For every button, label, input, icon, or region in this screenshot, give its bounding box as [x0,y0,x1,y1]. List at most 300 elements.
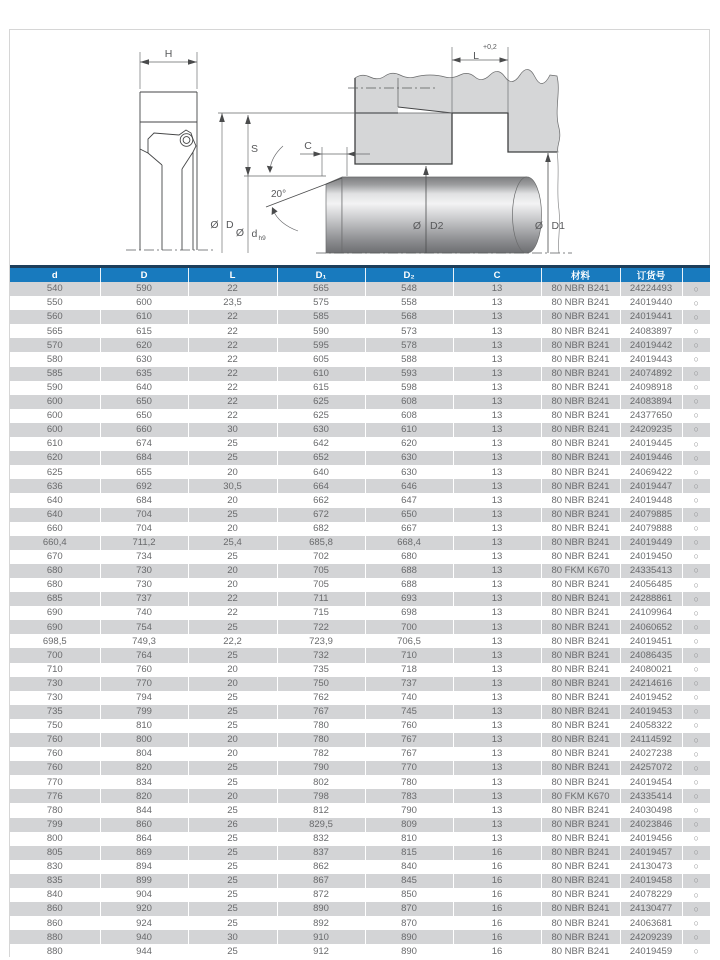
dia-d-label: d [251,228,258,240]
cell-D: 820 [100,761,188,775]
cell-order-no: 24209235 [620,423,682,437]
cell-C: 13 [453,437,541,451]
cell-order-no: 24056485 [620,578,682,592]
cell-C: 13 [453,775,541,789]
cell-D1: 892 [277,916,365,930]
cell-D2: 770 [365,761,453,775]
cell-D: 610 [100,310,188,324]
cell-order-no: 24019458 [620,874,682,888]
table-row [10,423,710,437]
cell-d: 540 [10,282,100,296]
availability-marker: ○ [693,297,699,308]
availability-marker: ○ [693,509,699,520]
cell-order-no: 24079885 [620,508,682,522]
cell-D1: 862 [277,860,365,874]
cell-C: 16 [453,930,541,944]
cell-material: 80 NBR B241 [541,761,620,775]
cell-D2: 548 [365,282,453,296]
cell-D1: 662 [277,493,365,507]
cell-L: 20 [188,493,277,507]
availability-marker: ○ [693,678,699,689]
cell-order-no: 24098918 [620,381,682,395]
cell-D: 820 [100,789,188,803]
cell-D1: 762 [277,691,365,705]
cell-C: 13 [453,367,541,381]
cell-d: 636 [10,479,100,493]
column-header-D1: D₁ [277,268,365,282]
availability-marker: ○ [693,706,699,717]
cell-order-no: 24019445 [620,437,682,451]
availability-marker: ○ [693,664,699,675]
cell-d: 640 [10,508,100,522]
availability-marker: ○ [693,551,699,562]
cell-D2: 815 [365,846,453,860]
cell-D1: 912 [277,944,365,958]
availability-marker: ○ [693,889,699,900]
table-row [10,508,710,522]
cell-D1: 605 [277,352,365,366]
dimension-table [10,265,710,959]
cell-L: 20 [188,677,277,691]
table-row [10,944,710,958]
table-row [10,409,710,423]
cell-C: 13 [453,423,541,437]
availability-marker: ○ [693,354,699,365]
cell-D1: 910 [277,930,365,944]
cell-D: 684 [100,451,188,465]
cell-C: 13 [453,606,541,620]
cell-d: 860 [10,902,100,916]
cell-d: 660 [10,522,100,536]
cell-D: 894 [100,860,188,874]
cell-order-no: 24063681 [620,916,682,930]
table-row [10,888,710,902]
cell-order-no: 24019454 [620,775,682,789]
availability-marker: ○ [693,833,699,844]
availability-marker: ○ [693,945,699,956]
availability-marker: ○ [693,875,699,886]
cell-D2: 568 [365,310,453,324]
cell-D2: 647 [365,493,453,507]
table-row [10,282,710,296]
cell-C: 13 [453,818,541,832]
cell-L: 25 [188,437,277,451]
availability-marker: ○ [693,339,699,350]
break-line [557,152,560,253]
cell-C: 13 [453,564,541,578]
cell-C: 13 [453,691,541,705]
column-header-material: 材料 [541,268,620,282]
cell-D1: 642 [277,437,365,451]
cell-material: 80 NBR B241 [541,705,620,719]
cell-L: 20 [188,663,277,677]
cell-material: 80 NBR B241 [541,352,620,366]
cell-D1: 735 [277,663,365,677]
cell-material: 80 NBR B241 [541,620,620,634]
table-row [10,860,710,874]
cell-material: 80 NBR B241 [541,536,620,550]
cell-d: 735 [10,705,100,719]
cell-d: 840 [10,888,100,902]
availability-marker: ○ [693,649,699,660]
cell-order-no: 24086435 [620,648,682,662]
cell-L: 25 [188,888,277,902]
cell-D2: 890 [365,930,453,944]
dim-label-L: L [473,50,479,62]
cell-material: 80 NBR B241 [541,381,620,395]
table-row [10,775,710,789]
cell-L: 23,5 [188,296,277,310]
cell-D: 630 [100,352,188,366]
cell-material: 80 NBR B241 [541,648,620,662]
dim-label-C: C [304,140,312,152]
cell-material: 80 NBR B241 [541,423,620,437]
table-row [10,705,710,719]
cell-C: 13 [453,493,541,507]
cell-D2: 688 [365,578,453,592]
cell-material: 80 NBR B241 [541,775,620,789]
cell-D1: 630 [277,423,365,437]
cell-L: 20 [188,789,277,803]
cell-order-no: 24023846 [620,818,682,832]
cell-order-no: 24027238 [620,747,682,761]
cell-order-no: 24019441 [620,310,682,324]
cell-D2: 740 [365,691,453,705]
availability-marker: ○ [693,311,699,322]
cell-material: 80 NBR B241 [541,719,620,733]
cell-D: 590 [100,282,188,296]
cell-order-no: 24377650 [620,409,682,423]
cell-L: 22 [188,324,277,338]
table-row [10,634,710,648]
cell-order-no: 24019456 [620,832,682,846]
cell-D: 799 [100,705,188,719]
table-row [10,789,710,803]
cell-material: 80 NBR B241 [541,916,620,930]
cell-D1: 625 [277,409,365,423]
cell-order-no: 24019450 [620,550,682,564]
cell-D1: 890 [277,902,365,916]
availability-marker: ○ [693,579,699,590]
cell-D1: 711 [277,592,365,606]
table-row [10,465,710,479]
cell-D2: 578 [365,338,453,352]
table-row [10,606,710,620]
cell-L: 22 [188,367,277,381]
table-row [10,916,710,930]
cell-C: 13 [453,677,541,691]
availability-marker: ○ [693,593,699,604]
cell-D: 794 [100,691,188,705]
cell-d: 660,4 [10,536,100,550]
cell-order-no: 24224493 [620,282,682,296]
cell-order-no: 24083897 [620,324,682,338]
availability-marker: ○ [693,452,699,463]
cell-order-no: 24209239 [620,930,682,944]
cell-D2: 610 [365,423,453,437]
availability-marker: ○ [693,720,699,731]
cell-material: 80 NBR B241 [541,944,620,958]
cell-C: 13 [453,578,541,592]
cell-material: 80 NBR B241 [541,522,620,536]
cell-d: 805 [10,846,100,860]
cell-order-no: 24019451 [620,634,682,648]
cell-D1: 802 [277,775,365,789]
cell-D1: 615 [277,381,365,395]
angle-label: 20° [271,189,287,200]
cell-material: 80 NBR B241 [541,874,620,888]
cell-C: 13 [453,634,541,648]
cell-D2: 668,4 [365,536,453,550]
cell-D: 730 [100,578,188,592]
garter-spring [180,134,193,147]
cell-order-no: 24019449 [620,536,682,550]
cell-D2: 558 [365,296,453,310]
shaft [316,177,572,253]
cell-L: 22 [188,381,277,395]
cell-D: 650 [100,395,188,409]
availability-marker: ○ [693,438,699,449]
table-row [10,437,710,451]
availability-marker: ○ [693,692,699,703]
availability-marker: ○ [693,368,699,379]
cell-material: 80 NBR B241 [541,803,620,817]
cell-D2: 840 [365,860,453,874]
cell-d: 680 [10,578,100,592]
table-row [10,846,710,860]
cell-d: 698,5 [10,634,100,648]
cell-D: 737 [100,592,188,606]
cell-D: 810 [100,719,188,733]
cell-D: 944 [100,944,188,958]
cell-D1: 872 [277,888,365,902]
cell-D: 615 [100,324,188,338]
cell-C: 13 [453,338,541,352]
cell-L: 20 [188,522,277,536]
cell-material: 80 FKM K670 [541,789,620,803]
cell-D1: 829,5 [277,818,365,832]
spec-table [10,268,710,959]
cell-d: 780 [10,803,100,817]
cell-D: 904 [100,888,188,902]
availability-marker: ○ [693,410,699,421]
cell-D1: 595 [277,338,365,352]
cell-D2: 608 [365,395,453,409]
cell-D: 650 [100,409,188,423]
cell-D1: 715 [277,606,365,620]
cell-D1: 575 [277,296,365,310]
cell-L: 25 [188,451,277,465]
cell-order-no: 24214616 [620,677,682,691]
cell-material: 80 NBR B241 [541,395,620,409]
cell-material: 80 NBR B241 [541,747,620,761]
cell-D2: 710 [365,648,453,662]
cell-material: 80 NBR B241 [541,479,620,493]
cell-D: 764 [100,648,188,662]
cell-C: 16 [453,888,541,902]
cell-order-no: 24019457 [620,846,682,860]
table-row [10,902,710,916]
cell-D2: 780 [365,775,453,789]
cell-order-no: 24019447 [620,479,682,493]
cell-D: 655 [100,465,188,479]
cell-order-no: 24019442 [620,338,682,352]
availability-marker: ○ [693,917,699,928]
cell-D2: 790 [365,803,453,817]
cell-D2: 688 [365,564,453,578]
cell-d: 880 [10,944,100,958]
table-row [10,522,710,536]
cell-L: 25 [188,874,277,888]
cell-C: 13 [453,465,541,479]
cell-L: 22 [188,338,277,352]
cell-D1: 780 [277,719,365,733]
cell-D1: 705 [277,578,365,592]
seal-profile [126,92,213,250]
cell-D2: 810 [365,832,453,846]
cell-C: 16 [453,944,541,958]
availability-marker: ○ [693,847,699,858]
cell-L: 30 [188,423,277,437]
cell-material: 80 NBR B241 [541,367,620,381]
table-row [10,338,710,352]
cell-material: 80 NBR B241 [541,465,620,479]
cell-d: 770 [10,775,100,789]
availability-marker: ○ [693,523,699,534]
cell-d: 690 [10,620,100,634]
cell-D2: 745 [365,705,453,719]
table-row [10,592,710,606]
cell-D: 770 [100,677,188,691]
cell-D: 730 [100,564,188,578]
cell-L: 20 [188,564,277,578]
cell-D1: 722 [277,620,365,634]
cell-D2: 845 [365,874,453,888]
availability-marker: ○ [693,635,699,646]
table-row [10,677,710,691]
cell-d: 730 [10,677,100,691]
cell-material: 80 NBR B241 [541,324,620,338]
table-row [10,493,710,507]
table-row [10,479,710,493]
cell-D: 635 [100,367,188,381]
cell-D2: 680 [365,550,453,564]
cell-d: 860 [10,916,100,930]
cell-order-no: 24060652 [620,620,682,634]
availability-marker: ○ [693,466,699,477]
cell-D: 800 [100,733,188,747]
cell-order-no: 24130473 [620,860,682,874]
cell-d: 800 [10,832,100,846]
cell-C: 13 [453,663,541,677]
availability-marker: ○ [693,396,699,407]
cell-L: 22 [188,282,277,296]
cell-d: 600 [10,409,100,423]
cell-order-no: 24030498 [620,803,682,817]
cell-C: 13 [453,803,541,817]
cell-D2: 667 [365,522,453,536]
availability-marker: ○ [693,424,699,435]
cell-d: 799 [10,818,100,832]
dia-D1-label: D1 [551,220,565,232]
cell-D1: 590 [277,324,365,338]
cell-material: 80 NBR B241 [541,818,620,832]
cell-D1: 705 [277,564,365,578]
table-row [10,691,710,705]
cell-C: 13 [453,395,541,409]
cell-D: 869 [100,846,188,860]
cell-D2: 870 [365,916,453,930]
column-header-C: C [453,268,541,282]
availability-marker: ○ [693,494,699,505]
cell-D2: 573 [365,324,453,338]
cell-C: 13 [453,719,541,733]
cell-C: 13 [453,705,541,719]
table-row [10,550,710,564]
cell-order-no: 24078229 [620,888,682,902]
cell-d: 730 [10,691,100,705]
cell-material: 80 NBR B241 [541,846,620,860]
cell-D1: 664 [277,479,365,493]
cell-D: 940 [100,930,188,944]
cell-order-no: 24083894 [620,395,682,409]
cell-material: 80 NBR B241 [541,451,620,465]
cell-D: 684 [100,493,188,507]
cell-D1: 782 [277,747,365,761]
availability-marker: ○ [693,748,699,759]
cell-d: 625 [10,465,100,479]
cell-L: 25 [188,648,277,662]
cell-D: 864 [100,832,188,846]
cell-C: 13 [453,508,541,522]
table-row [10,818,710,832]
cell-material: 80 NBR B241 [541,902,620,916]
cell-C: 13 [453,761,541,775]
cell-D: 692 [100,479,188,493]
cell-material: 80 NBR B241 [541,409,620,423]
cell-D2: 737 [365,677,453,691]
dim-L-tolerance: +0,2 [483,44,497,51]
cell-D2: 630 [365,451,453,465]
cell-C: 13 [453,352,541,366]
cell-D1: 652 [277,451,365,465]
cell-C: 16 [453,874,541,888]
cell-D2: 598 [365,381,453,395]
table-row [10,803,710,817]
cell-d: 750 [10,719,100,733]
cell-d: 685 [10,592,100,606]
cell-material: 80 NBR B241 [541,508,620,522]
cell-D2: 890 [365,944,453,958]
cell-L: 22,2 [188,634,277,648]
cell-D: 660 [100,423,188,437]
cell-D1: 565 [277,282,365,296]
cell-L: 25 [188,508,277,522]
cell-D2: 706,5 [365,634,453,648]
dim-label-S: S [251,143,259,155]
cell-D1: 867 [277,874,365,888]
cell-L: 30,5 [188,479,277,493]
cell-D2: 593 [365,367,453,381]
cell-d: 776 [10,789,100,803]
cell-L: 25 [188,550,277,564]
cell-D2: 718 [365,663,453,677]
cell-C: 13 [453,832,541,846]
cell-D1: 640 [277,465,365,479]
table-row [10,451,710,465]
availability-marker: ○ [693,776,699,787]
cell-L: 22 [188,592,277,606]
